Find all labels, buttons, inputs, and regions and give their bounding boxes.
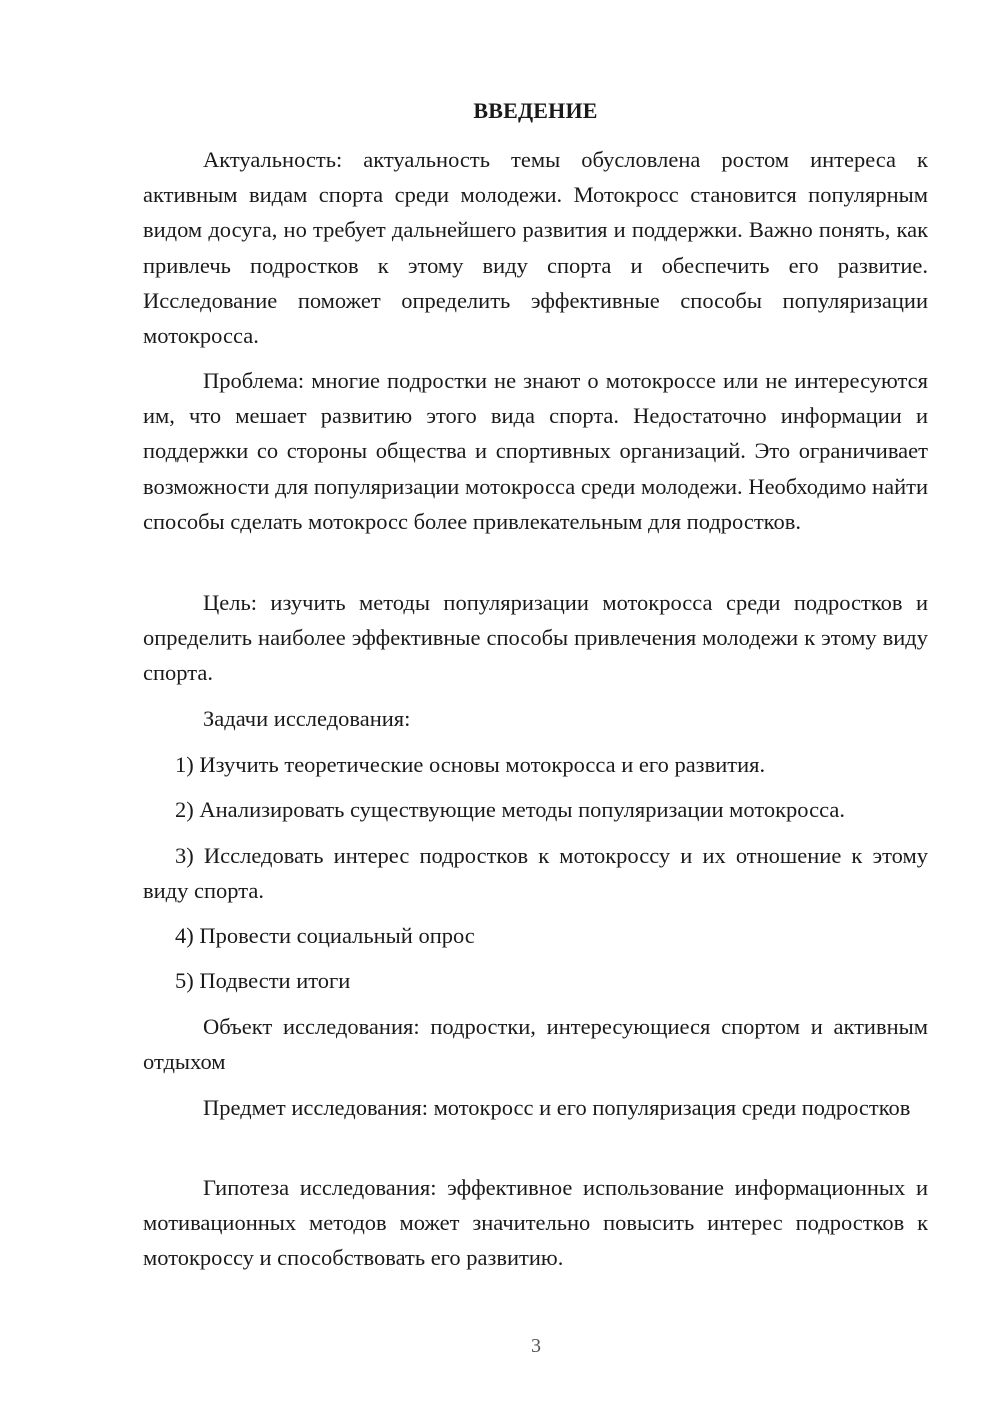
- page-number: 3: [531, 1335, 541, 1357]
- paragraph-problem: Проблема: многие подростки не знают о мотокроссе или не интересуются им, что мешает развитию этого вида спорта. Недостаточно информации и поддержки со стороны общества и спортивных организаций. Это ограничивает возможности для популяризации мотокросса среди молодежи. Необходимо найти способы сделать мотокросс более привлекательным для подростков.: [143, 368, 928, 534]
- task-item-5: 5) Подвести итоги: [175, 968, 351, 993]
- paragraph-hypothesis: Гипотеза исследования: эффективное использование информационных и мотивационных методов может значительно повысить интерес подростков к мотокроссу и способствовать его развитию.: [143, 1175, 928, 1271]
- task-item-2: 2) Анализировать существующие методы популяризации мотокросса.: [175, 797, 845, 822]
- paragraph-relevance: Актуальность: актуальность темы обусловлена ростом интереса к активным видам спорта среди молодежи. Мотокросс становится популярным видом досуга, но требует дальнейшего развития и поддержки. Важно понять, как привлечь подростков к этому виду спорта и обеспечить его развитие. Исследование поможет определить эффективные способы популяризации мотокросса.: [143, 147, 928, 349]
- paragraph-goal: Цель: изучить методы популяризации мотокросса среди подростков и определить наиболее эффективные способы привлечения молодежи к этому виду спорта.: [143, 590, 928, 686]
- section-title: ВВЕДЕНИЕ: [473, 98, 598, 123]
- tasks-heading: Задачи исследования:: [203, 706, 411, 731]
- paragraph-object: Объект исследования: подростки, интересующиеся спортом и активным отдыхом: [143, 1014, 928, 1075]
- paragraph-subject: Предмет исследования: мотокросс и его популяризация среди подростков: [203, 1095, 911, 1120]
- task-item-4: 4) Провести социальный опрос: [175, 923, 475, 948]
- task-item-3: 3) Исследовать интерес подростков к мотокроссу и их отношение к этому виду спорта.: [143, 843, 928, 904]
- task-item-1: 1) Изучить теоретические основы мотокросса и его развития.: [175, 752, 766, 777]
